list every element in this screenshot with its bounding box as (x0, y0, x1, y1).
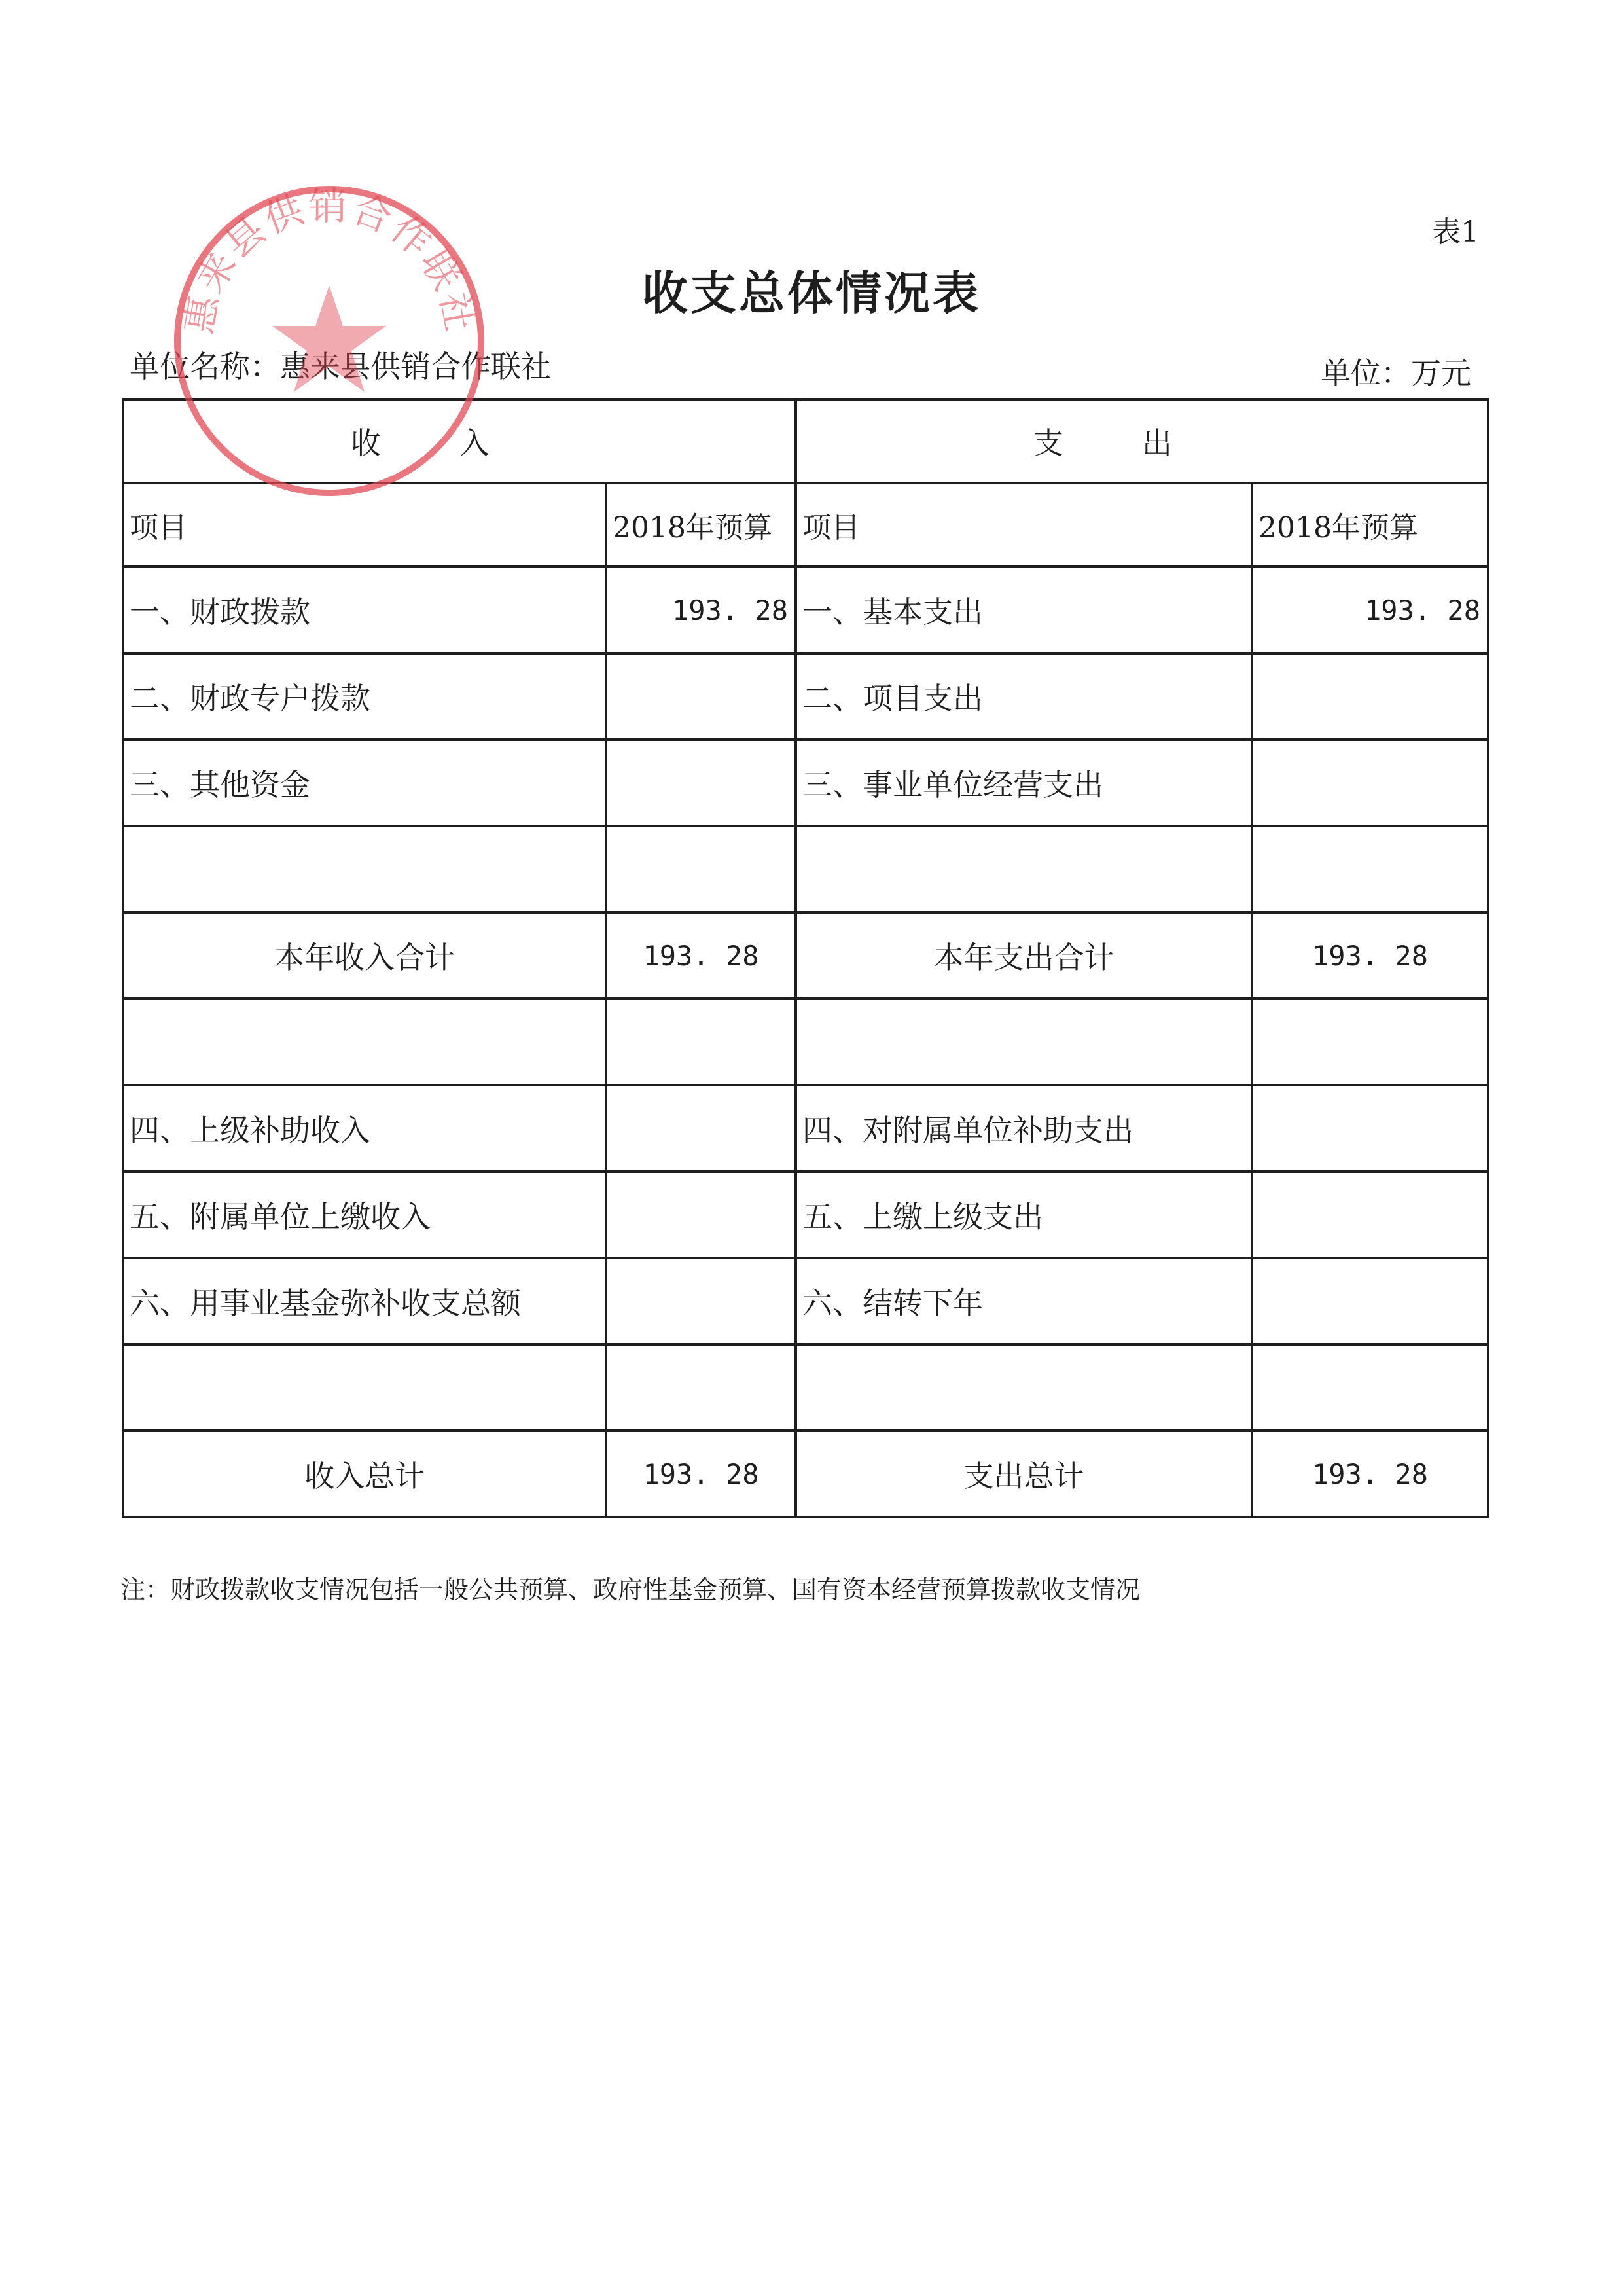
income-total-value: 193. 28 (606, 1431, 796, 1517)
expense-item (796, 826, 1252, 912)
income-item: 五、附属单位上缴收入 (123, 1172, 606, 1258)
table-row (123, 999, 1488, 1085)
expense-item: 六、结转下年 (796, 1258, 1252, 1344)
expense-item: 二、项目支出 (796, 653, 1252, 740)
expense-item: 一、基本支出 (796, 567, 1252, 653)
income-value: 193. 28 (606, 567, 796, 653)
expense-subtotal-label: 本年支出合计 (796, 912, 1252, 999)
expense-value (1252, 999, 1488, 1085)
expense-value (1252, 1344, 1488, 1431)
footnote: 注：财政拨款收支情况包括一般公共预算、政府性基金预算、国有资本经营预算拨款收支情况 (120, 1575, 1141, 1604)
expense-budget-header: 2018年预算 (1252, 483, 1488, 567)
expense-item: 五、上缴上级支出 (796, 1172, 1252, 1258)
table-number: 表1 (1432, 215, 1479, 249)
income-value (606, 1344, 796, 1431)
income-item: 三、其他资金 (123, 740, 606, 826)
income-item: 六、用事业基金弥补收支总额 (123, 1258, 606, 1344)
expense-total-value: 193. 28 (1252, 1431, 1488, 1517)
seal-star-icon (272, 285, 386, 392)
expense-value (1252, 653, 1488, 740)
income-value (606, 1172, 796, 1258)
expense-value (1252, 1172, 1488, 1258)
income-subtotal-value: 193. 28 (606, 912, 796, 999)
table-row (123, 826, 1488, 912)
budget-table (122, 398, 1489, 1518)
income-item (123, 999, 606, 1085)
income-section-header: 收入 (123, 399, 796, 483)
annual-subtotal-row (123, 912, 1488, 999)
expense-value (1252, 740, 1488, 826)
income-value (606, 740, 796, 826)
table-row (123, 653, 1488, 740)
income-total-label: 收入总计 (123, 1431, 606, 1517)
expense-value (1252, 1085, 1488, 1172)
currency-unit: 单位：万元 (1321, 355, 1471, 391)
document-title: 收支总体情况表 (642, 266, 981, 320)
expense-item: 三、事业单位经营支出 (796, 740, 1252, 826)
table-row (123, 740, 1488, 826)
official-seal (162, 174, 496, 508)
table-row (123, 1085, 1488, 1172)
expense-value (1252, 826, 1488, 912)
income-item-header: 项目 (123, 483, 606, 567)
expense-item (796, 999, 1252, 1085)
expense-total-label: 支出总计 (796, 1431, 1252, 1517)
income-item: 四、上级补助收入 (123, 1085, 606, 1172)
expense-value: 193. 28 (1252, 567, 1488, 653)
income-item (123, 826, 606, 912)
income-value (606, 826, 796, 912)
expense-item (796, 1344, 1252, 1431)
income-value (606, 653, 796, 740)
table-row (123, 1172, 1488, 1258)
grand-total-row (123, 1431, 1488, 1517)
seal-text: 惠来县供销合作联社 (176, 184, 482, 338)
income-value (606, 999, 796, 1085)
income-subtotal-label: 本年收入合计 (123, 912, 606, 999)
income-item: 二、财政专户拨款 (123, 653, 606, 740)
table-row (123, 1258, 1488, 1344)
table-row (123, 1344, 1488, 1431)
expense-item: 四、对附属单位补助支出 (796, 1085, 1252, 1172)
income-value (606, 1258, 796, 1344)
income-item (123, 1344, 606, 1431)
income-budget-header: 2018年预算 (606, 483, 796, 567)
expense-value (1252, 1258, 1488, 1344)
income-item: 一、财政拨款 (123, 567, 606, 653)
unit-name: 单位名称：惠来县供销合作联社 (130, 349, 551, 384)
expense-item-header: 项目 (796, 483, 1252, 567)
income-value (606, 1085, 796, 1172)
table-row (123, 567, 1488, 653)
expense-subtotal-value: 193. 28 (1252, 912, 1488, 999)
expense-section-header: 支出 (796, 399, 1488, 483)
